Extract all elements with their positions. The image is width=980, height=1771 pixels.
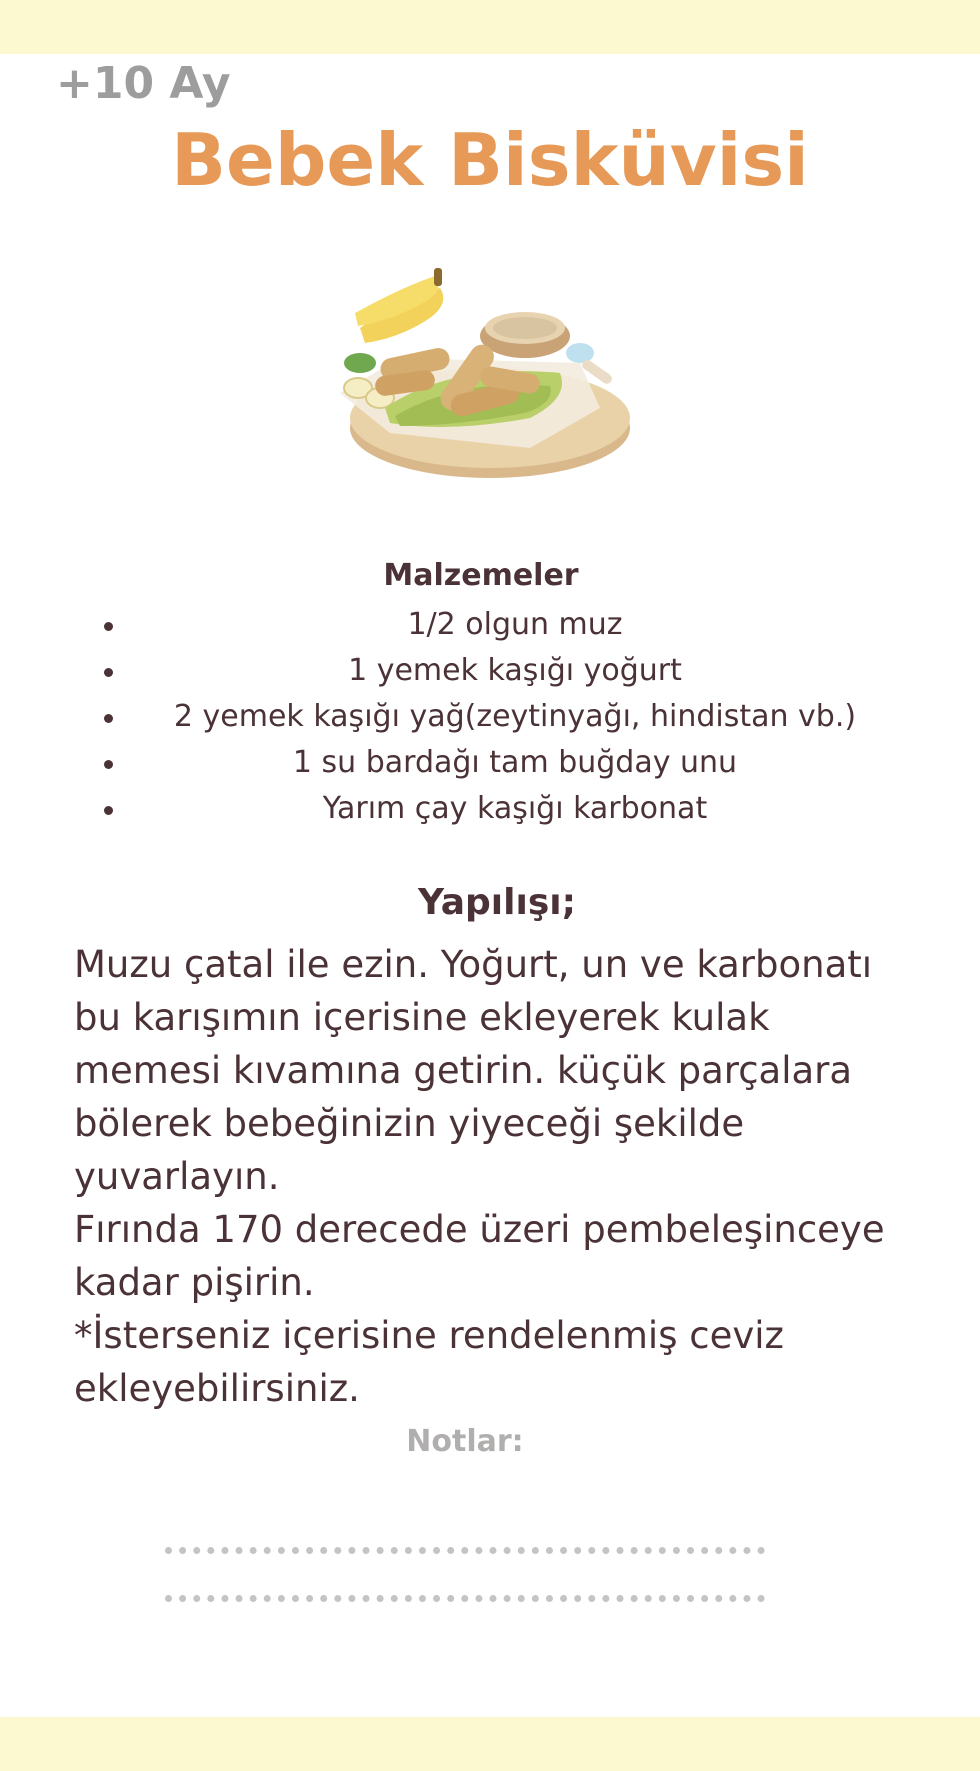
method-paragraph: Muzu çatal ile ezin. Yoğurt, un ve karbonatı bu karışımın içerisine ekleyerek kulak memesi kıvamına getirin. küçük parçalara bölerek bebeğinizin yiyeceği şekilde yuvarlayın. [74,943,873,1198]
bottom-color-band [0,1717,980,1771]
ingredients-heading: Malzemeler [383,558,579,593]
ingredient-item: Yarım çay kaşığı karbonat [100,786,900,832]
method-text [74,938,914,1415]
ingredient-item: 1 su bardağı tam buğday unu [100,740,900,786]
age-label: +10 Ay [56,58,231,109]
banana-biscuit-board-illustration [330,258,650,498]
bullet-icon [104,760,113,769]
notes-dotted-line [165,1595,765,1602]
ingredient-item: 1/2 olgun muz [100,602,900,648]
ingredient-item: 1 yemek kaşığı yoğurt [100,648,900,694]
bullet-icon [104,714,113,723]
top-color-band [0,0,980,54]
ingredients-list [100,602,900,832]
method-heading: Yapılışı; [417,882,576,923]
notes-heading: Notlar: [406,1424,524,1459]
recipe-title: Bebek Bisküvisi [171,118,809,202]
notes-dotted-line [165,1547,765,1554]
method-paragraph: *İsterseniz içerisine rendelenmiş ceviz ekleyebilirsiniz. [74,1314,784,1410]
method-paragraph: Fırında 170 derecede üzeri pembeleşinceye kadar pişirin. [74,1208,885,1304]
bullet-icon [104,622,113,631]
bullet-icon [104,806,113,815]
ingredient-item: 2 yemek kaşığı yağ(zeytinyağı, hindistan vb.) [100,694,900,740]
bullet-icon [104,668,113,677]
